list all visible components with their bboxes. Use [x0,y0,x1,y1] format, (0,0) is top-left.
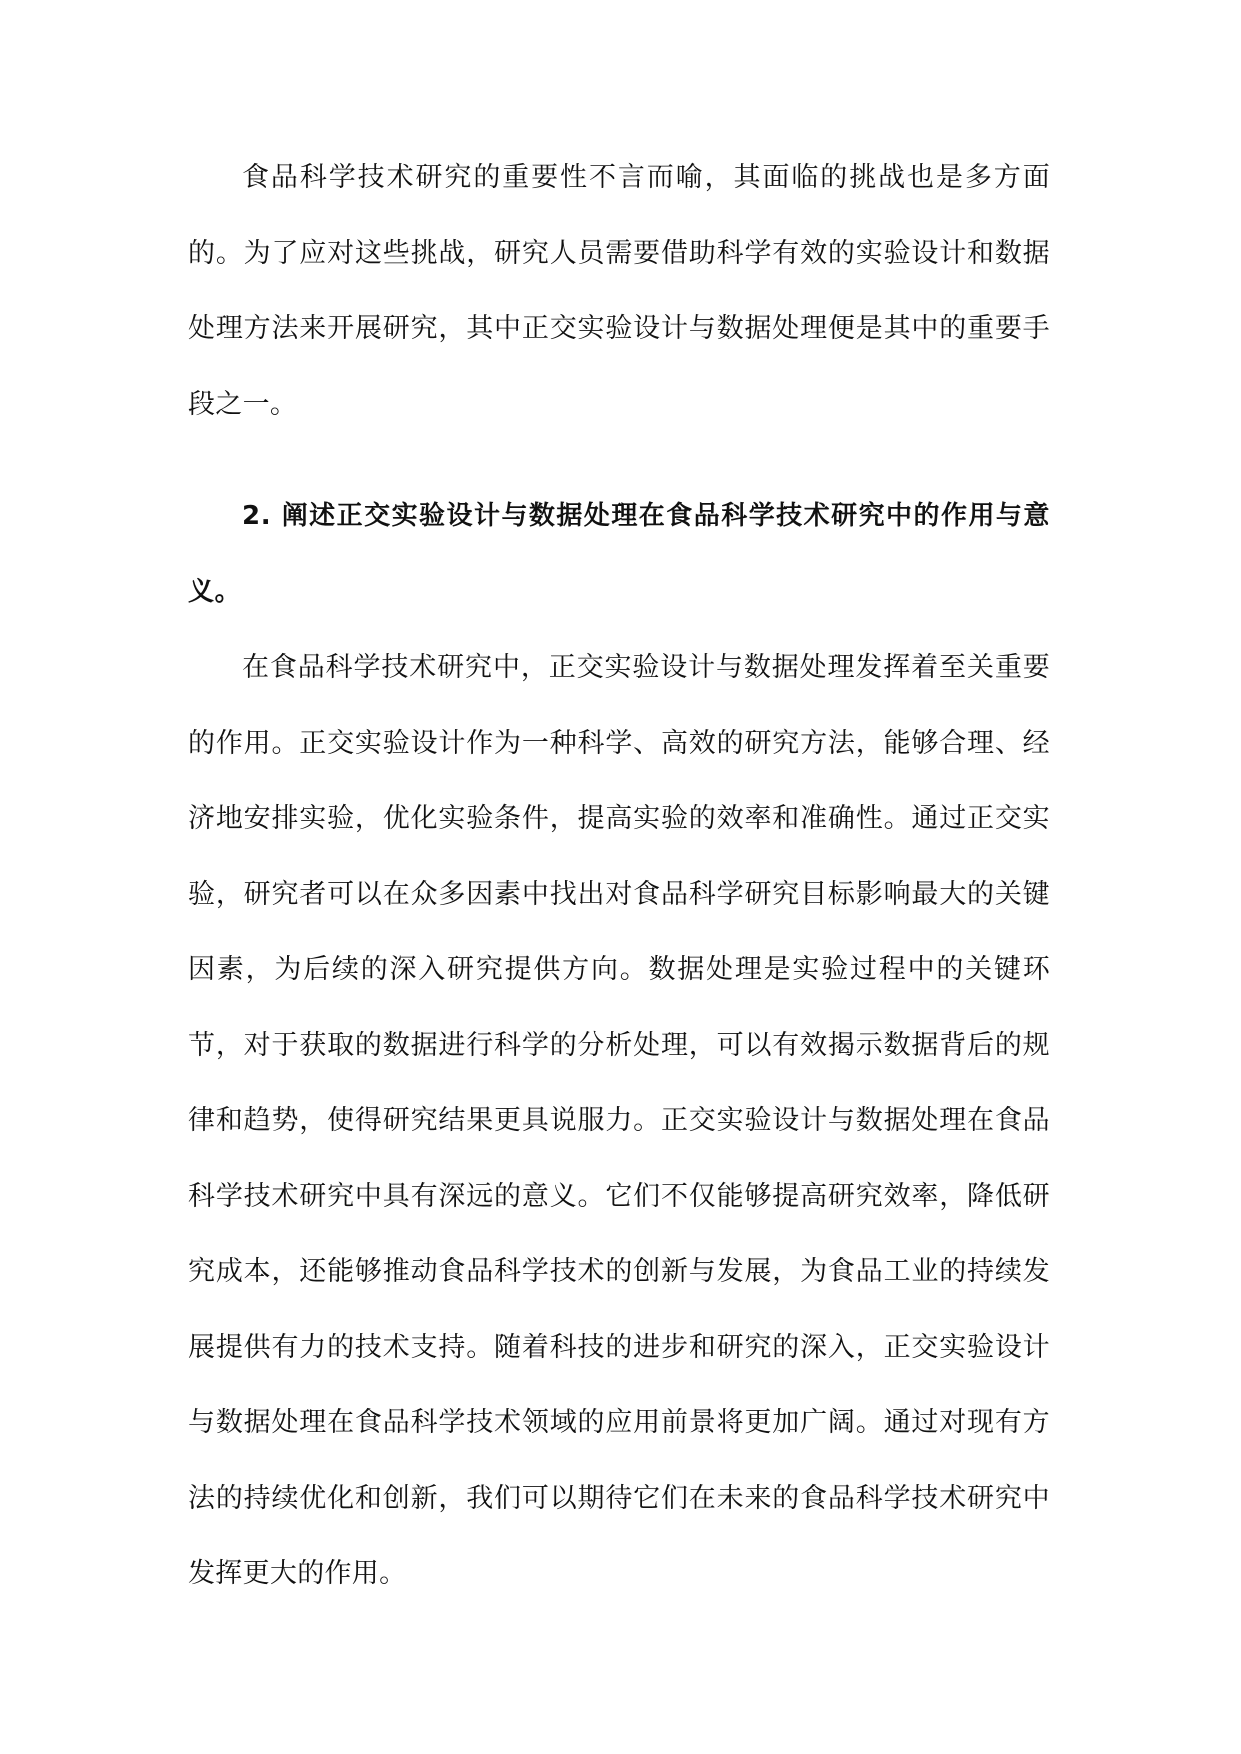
section-heading: 2. 阐述正交实验设计与数据处理在食品科学技术研究中的作用与意义。 [188,501,1050,607]
paragraph: 在食品科学技术研究中，正交实验设计与数据处理发挥着至关重要的作用。正交实验设计作为一种科学、高效的研究方法，能够合理、经济地安排实验，优化实验条件，提高实验的效率和准确性。通过正交实验，研究者可以在众多因素中找出对食品科学研究目标影响最大的关键因素，为后续的深入研究提供方向。数据处理是实验过程中的关键环节，对于获取的数据进行科学的分析处理，可以有效揭示数据背后的规律和趋势，使得研究结果更具说服力。正交实验设计与数据处理在食品科学技术研究中具有深远的意义。它们不仅能够提高研究效率，降低研究成本，还能够推动食品科学技术的创新与发展，为食品工业的持续发展提供有力的技术支持。随着科技的进步和研究的深入，正交实验设计与数据处理在食品科学技术领域的应用前景将更加广阔。通过对现有方法的持续优化和创新，我们可以期待它们在未来的食品科学技术研究中发挥更大的作用。 [188,652,1050,1589]
paragraph: 食品科学技术研究的重要性不言而喻，其面临的挑战也是多方面的。为了应对这些挑战，研究人员需要借助科学有效的实验设计和数据处理方法来开展研究，其中正交实验设计与数据处理便是其中的重要手段之一。 [188,162,1050,420]
document-body [188,140,1050,1612]
